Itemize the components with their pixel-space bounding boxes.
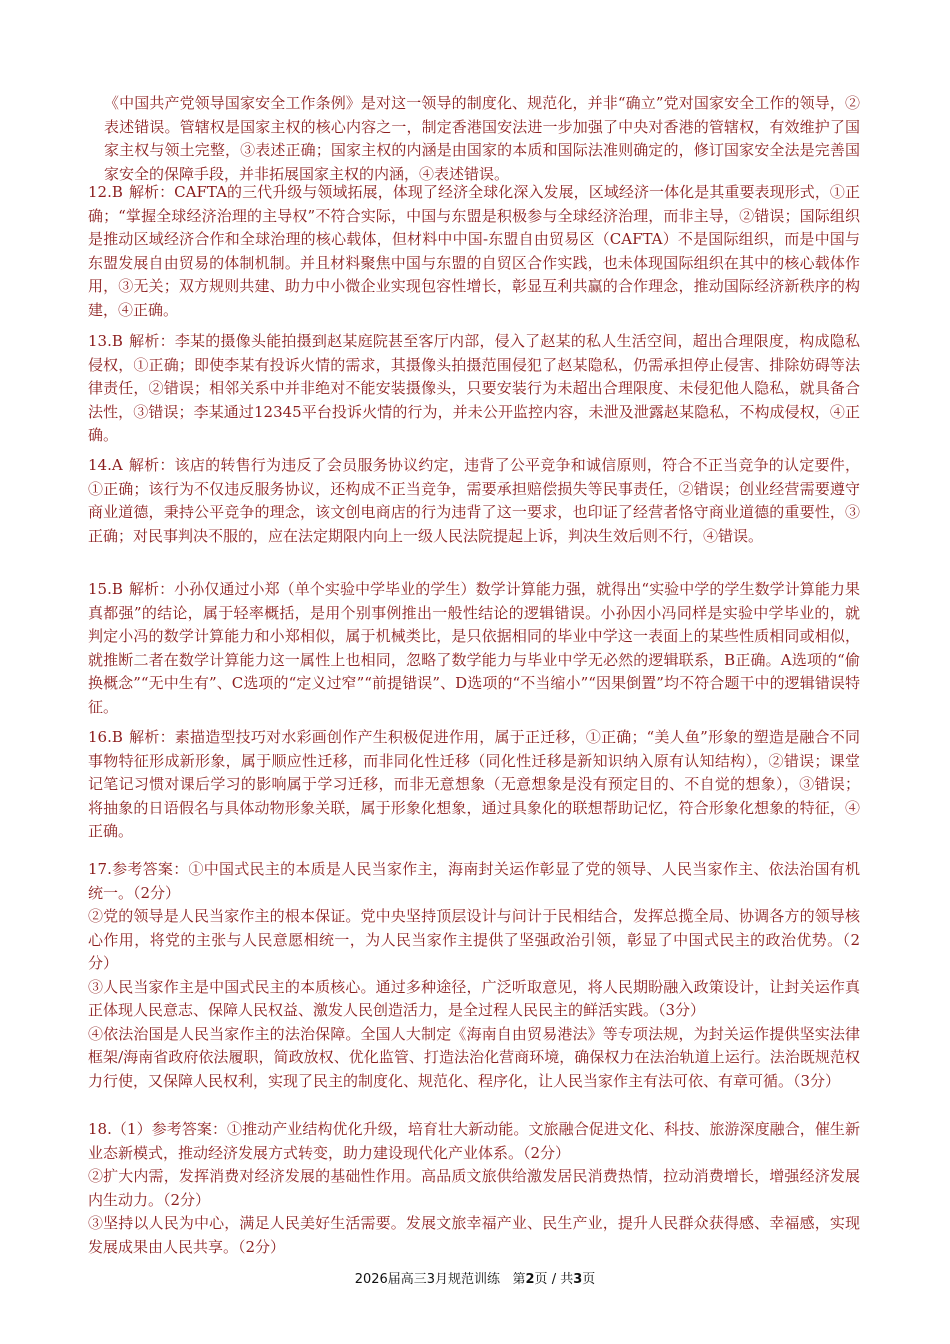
intro-block xyxy=(88,92,860,186)
answer-14 xyxy=(88,454,860,548)
answer-number: 16.B xyxy=(88,728,123,746)
answer-explanation: 解析：该店的转售行为违反了会员服务协议约定，违背了公平竞争和诚信原则，符合不正当竞争的认定要件，①正确；该行为不仅违反服务协议，还构成不正当竞争，需要承担赔偿损失等民事责任，②错误；创业经营需要遵守商业道德，秉持公平竞争的理念，该文创电商店的行为违背了这一要求，也印证了经营者恪守商业道德的重要性，③正确；对民事判决不服的，应在法定期限内向上一级人民法院提起上诉，判决生效后则不行，④错误。 xyxy=(88,456,860,545)
answer-13 xyxy=(88,330,860,448)
answer-number: 13.B xyxy=(88,332,123,350)
q17-point-2: ②党的领导是人民当家作主的根本保证。党中央坚持顶层设计与问计于民相结合，发挥总揽全局、协调各方的领导核心作用，将党的主张与人民意愿相统一，为人民当家作主提供了坚强政治引领，彰显了中国式民主的政治优势。（2分） xyxy=(88,907,860,972)
answer-15 xyxy=(88,578,860,719)
q18-point-2: ②扩大内需，发挥消费对经济发展的基础性作用。高品质文旅供给激发居民消费热情，拉动消费增长，增强经济发展内生动力。（2分） xyxy=(88,1167,860,1209)
question-18-answer xyxy=(88,1118,860,1259)
footer-total-prefix: 共 xyxy=(560,1272,574,1287)
answer-number: 12.B xyxy=(88,183,123,201)
q18-point-1: 18.（1）参考答案：①推动产业结构优化升级，培育壮大新动能。文旅融合促进文化、科技、旅游深度融合，催生新业态新模式，推动经济发展方式转变，助力建设现代化产业体系。（2分） xyxy=(88,1120,860,1162)
footer-page-suffix: 页 xyxy=(534,1272,548,1287)
answer-explanation: 解析：小孙仅通过小郑（单个实验中学毕业的学生）数学计算能力强，就得出“实验中学的学生数学计算能力果真都强”的结论，属于轻率概括，是用个别事例推出一般性结论的逻辑错误。小孙因小冯同样是实验中学毕业的，就判定小冯的数学计算能力和小郑相似，属于机械类比，是只依据相同的毕业中学这一表面上的某些性质相同或相似，就推断二者在数学计算能力这一属性上也相同，忽略了数学能力与毕业中学无必然的逻辑联系，B正确。A选项的“偷换概念”“无中生有”、C选项的“定义过窄”“前提错误”、D选项的“不当缩小”“因果倒置”均不符合题干中的逻辑错误特征。 xyxy=(88,580,860,716)
answer-number: 15.B xyxy=(88,580,123,598)
answer-explanation: 解析：素描造型技巧对水彩画创作产生积极促进作用，属于正迁移，①正确；“美人鱼”形象的塑造是融合不同事物特征形成新形象，属于顺应性迁移，而非同化性迁移（同化性迁移是新知识纳入原有认知结构），②错误；课堂记笔记习惯对课后学习的影响属于学习迁移，而非无意想象（无意想象是没有预定目的、不自觉的想象），③错误；将抽象的日语假名与具体动物形象关联，属于形象化想象，通过具象化的联想帮助记忆，符合形象化想象的特征，④正确。 xyxy=(88,728,860,840)
intro-paragraph: 《中国共产党领导国家安全工作条例》是对这一领导的制度化、规范化，并非“确立”党对国家安全工作的领导，②表述错误。管辖权是国家主权的核心内容之一，制定香港国安法进一步加强了中央对香港的管辖权，有效维护了国家主权与领土完整，③表述正确；国家主权的内涵是由国家的本质和国际法准则确定的，修订国家安全法是完善国家安全的保障手段，并非拓展国家主权的内涵，④表述错误。 xyxy=(104,94,860,183)
footer-title: 2026届高三3月规范训练 xyxy=(354,1272,501,1287)
q18-point-3: ③坚持以人民为中心，满足人民美好生活需要。发展文旅幸福产业、民生产业，提升人民群众获得感、幸福感，实现发展成果由人民共享。（2分） xyxy=(88,1214,860,1256)
question-17-answer xyxy=(88,858,860,1093)
q17-point-4: ④依法治国是人民当家作主的法治保障。全国人大制定《海南自由贸易港法》等专项法规，为封关运作提供坚实法律框架/海南省政府依法履职，简政放权、优化监管、打造法治化营商环境，确保权力在法治轨道上运行。法治既规范权力行使，又保障人民权利，实现了民主的制度化、规范化、程序化，让人民当家作主有法可依、有章可循。（3分） xyxy=(88,1024,860,1090)
footer-total-suffix: 页 xyxy=(582,1272,596,1287)
footer-page-prefix: 第 xyxy=(512,1272,526,1287)
footer-page-number: 2 xyxy=(525,1272,535,1287)
answer-12 xyxy=(88,181,860,322)
answer-number: 14.A xyxy=(88,456,123,474)
q17-point-3: ③人民当家作主是中国式民主的本质核心。通过多种途径，广泛听取意见，将人民期盼融入政策设计，让封关运作真正体现人民意志、保障人民权益、激发人民创造活力，是全过程人民民主的鲜活实践。（3分） xyxy=(88,977,860,1019)
q17-point-1: 17.参考答案：①中国式民主的本质是人民当家作主，海南封关运作彰显了党的领导、人民当家作主、依法治国有机统一。（2分） xyxy=(88,860,860,902)
answer-16 xyxy=(88,726,860,844)
footer-total-number: 3 xyxy=(573,1272,583,1287)
answer-explanation: 解析：李某的摄像头能拍摄到赵某庭院甚至客厅内部，侵入了赵某的私人生活空间，超出合理限度，构成隐私侵权，①正确；即使李某有投诉火情的需求，其摄像头拍摄范围侵犯了赵某隐私，仍需承担停止侵害、排除妨碍等法律责任，②错误；相邻关系中并非绝对不能安装摄像头，只要安装行为未超出合理限度、未侵犯他人隐私，就具备合法性，③错误；李某通过12345平台投诉火情的行为，并未公开监控内容，未泄及泄露赵某隐私，不构成侵权，④正确。 xyxy=(88,332,860,444)
footer-separator: / xyxy=(551,1272,557,1287)
answer-explanation: 解析：CAFTA的三代升级与领域拓展，体现了经济全球化深入发展，区域经济一体化是其重要表现形式，①正确；“掌握全球经济治理的主导权”不符合实际，中国与东盟是积极参与全球经济治理，而非主导，②错误；国际组织是推动区域经济合作和全球治理的核心载体，但材料中中国-东盟自由贸易区（CAFTA）不是国际组织，而是中国与东盟发展自由贸易的体制机制。并且材料聚焦中国与东盟的自贸区合作实践，也未体现国际组织在其中的核心载体作用，③无关；双方规则共建、助力中小微企业实现包容性增长，彰显互利共赢的合作理念，推动国际经济新秩序的构建，④正确。 xyxy=(88,183,860,319)
page-footer xyxy=(0,1268,950,1287)
